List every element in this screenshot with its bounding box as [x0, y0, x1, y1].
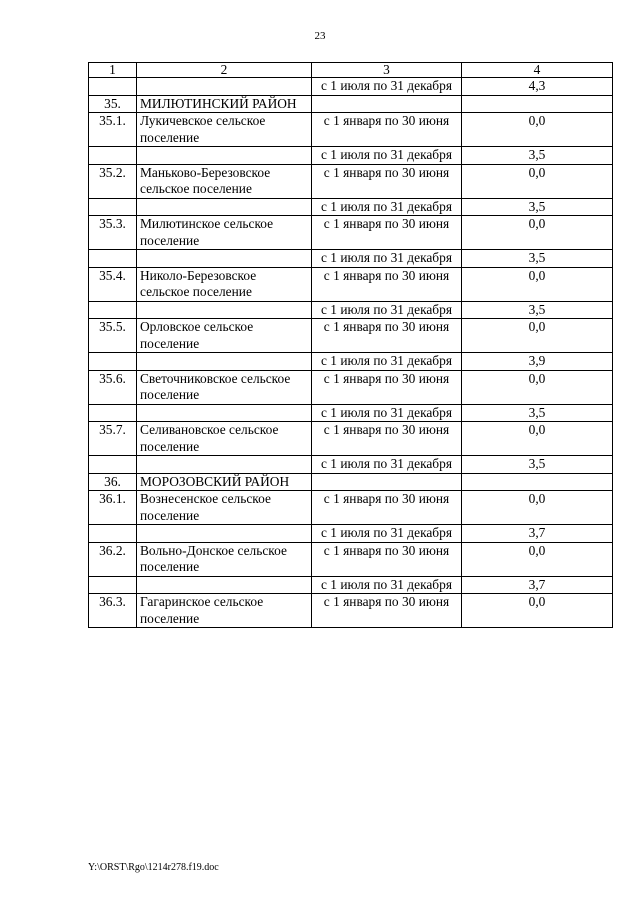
settlement-name-cell [137, 301, 312, 319]
table-row [89, 542, 613, 576]
table-row [89, 525, 613, 543]
file-path-footer: Y:\ORST\Rgo\1214r278.f19.doc [88, 862, 219, 873]
row-number-cell: 35.4. [89, 267, 137, 301]
period-cell: с 1 июля по 31 декабря [312, 404, 462, 422]
period-cell: с 1 июля по 31 декабря [312, 198, 462, 216]
row-number-cell [89, 147, 137, 165]
row-number-cell: 35.2. [89, 164, 137, 198]
table-row [89, 594, 613, 628]
row-number-cell: 36.1. [89, 491, 137, 525]
header-cell-1: 1 [89, 63, 137, 78]
period-cell: с 1 января по 30 июня [312, 216, 462, 250]
settlement-name-cell [137, 353, 312, 371]
period-cell: с 1 июля по 31 декабря [312, 78, 462, 96]
rate-value-cell: 0,0 [462, 216, 613, 250]
row-number-cell [89, 353, 137, 371]
table-row [89, 422, 613, 456]
period-cell: с 1 января по 30 июня [312, 542, 462, 576]
rate-value-cell [462, 473, 613, 491]
rate-value-cell: 0,0 [462, 319, 613, 353]
rate-value-cell: 0,0 [462, 594, 613, 628]
settlement-name-cell: Светочниковское сельское поселение [137, 370, 312, 404]
period-cell: с 1 января по 30 июня [312, 113, 462, 147]
period-cell: с 1 июля по 31 декабря [312, 250, 462, 268]
table-row [89, 353, 613, 371]
rate-value-cell: 3,5 [462, 147, 613, 165]
rate-value-cell: 3,5 [462, 301, 613, 319]
page-number: 23 [314, 30, 326, 42]
header-cell-3: 3 [312, 63, 462, 78]
settlement-name-cell: Селивановское сельское поселение [137, 422, 312, 456]
settlement-name-cell [137, 147, 312, 165]
rate-value-cell: 3,5 [462, 198, 613, 216]
table-row [89, 216, 613, 250]
row-number-cell: 35.7. [89, 422, 137, 456]
period-cell: с 1 июля по 31 декабря [312, 456, 462, 474]
rate-value-cell: 0,0 [462, 113, 613, 147]
settlement-name-cell: Маньково-Березовское сельское поселение [137, 164, 312, 198]
settlement-name-cell [137, 198, 312, 216]
table-row [89, 95, 613, 113]
rate-value-cell: 3,7 [462, 576, 613, 594]
row-number-cell [89, 250, 137, 268]
table-row [89, 404, 613, 422]
settlement-name-cell: Гагаринское сельское поселение [137, 594, 312, 628]
period-cell: с 1 июля по 31 декабря [312, 147, 462, 165]
table-row [89, 147, 613, 165]
row-number-cell: 35. [89, 95, 137, 113]
settlement-name-cell [137, 404, 312, 422]
settlement-name-cell: Лукичевское сельское поселение [137, 113, 312, 147]
table-row [89, 473, 613, 491]
header-cell-2: 2 [137, 63, 312, 78]
period-cell: с 1 января по 30 июня [312, 164, 462, 198]
row-number-cell [89, 576, 137, 594]
table-row [89, 113, 613, 147]
table-row [89, 198, 613, 216]
settlement-name-cell: МОРОЗОВСКИЙ РАЙОН [137, 473, 312, 491]
row-number-cell [89, 301, 137, 319]
rate-value-cell: 4,3 [462, 78, 613, 96]
settlement-name-cell: МИЛЮТИНСКИЙ РАЙОН [137, 95, 312, 113]
row-number-cell: 35.6. [89, 370, 137, 404]
table-header-row [89, 63, 613, 78]
rate-value-cell: 3,5 [462, 456, 613, 474]
period-cell: с 1 июля по 31 декабря [312, 301, 462, 319]
rate-value-cell: 0,0 [462, 422, 613, 456]
table-row [89, 576, 613, 594]
period-cell: с 1 июля по 31 декабря [312, 525, 462, 543]
row-number-cell [89, 78, 137, 96]
rate-value-cell: 0,0 [462, 164, 613, 198]
row-number-cell: 35.3. [89, 216, 137, 250]
rate-value-cell: 3,9 [462, 353, 613, 371]
settlement-name-cell: Николо-Березовское сельское поселение [137, 267, 312, 301]
period-cell: с 1 января по 30 июня [312, 422, 462, 456]
row-number-cell: 36.2. [89, 542, 137, 576]
period-cell: с 1 июля по 31 декабря [312, 353, 462, 371]
period-cell [312, 95, 462, 113]
settlement-name-cell: Вольно-Донское сельское поселение [137, 542, 312, 576]
settlement-name-cell: Орловское сельское поселение [137, 319, 312, 353]
row-number-cell: 36.3. [89, 594, 137, 628]
row-number-cell [89, 404, 137, 422]
rate-value-cell: 0,0 [462, 370, 613, 404]
settlement-name-cell: Милютинское сельское поселение [137, 216, 312, 250]
table-row [89, 301, 613, 319]
rate-value-cell: 0,0 [462, 267, 613, 301]
header-cell-4: 4 [462, 63, 613, 78]
settlement-name-cell: Вознесенское сельское поселение [137, 491, 312, 525]
row-number-cell: 35.5. [89, 319, 137, 353]
table-row [89, 456, 613, 474]
table-row [89, 319, 613, 353]
period-cell: с 1 января по 30 июня [312, 491, 462, 525]
settlement-name-cell [137, 576, 312, 594]
tariff-table [88, 62, 613, 628]
rate-value-cell [462, 95, 613, 113]
row-number-cell: 35.1. [89, 113, 137, 147]
table-row [89, 491, 613, 525]
table-row [89, 164, 613, 198]
settlement-name-cell [137, 525, 312, 543]
rate-value-cell: 0,0 [462, 542, 613, 576]
row-number-cell: 36. [89, 473, 137, 491]
row-number-cell [89, 456, 137, 474]
period-cell: с 1 января по 30 июня [312, 319, 462, 353]
table-row [89, 250, 613, 268]
period-cell: с 1 июля по 31 декабря [312, 576, 462, 594]
period-cell [312, 473, 462, 491]
table-row [89, 267, 613, 301]
period-cell: с 1 января по 30 июня [312, 594, 462, 628]
rate-value-cell: 3,7 [462, 525, 613, 543]
settlement-name-cell [137, 250, 312, 268]
table-row [89, 370, 613, 404]
rate-value-cell: 3,5 [462, 250, 613, 268]
settlement-name-cell [137, 78, 312, 96]
rate-value-cell: 0,0 [462, 491, 613, 525]
row-number-cell [89, 198, 137, 216]
settlement-name-cell [137, 456, 312, 474]
period-cell: с 1 января по 30 июня [312, 370, 462, 404]
row-number-cell [89, 525, 137, 543]
rate-value-cell: 3,5 [462, 404, 613, 422]
table-row [89, 78, 613, 96]
period-cell: с 1 января по 30 июня [312, 267, 462, 301]
